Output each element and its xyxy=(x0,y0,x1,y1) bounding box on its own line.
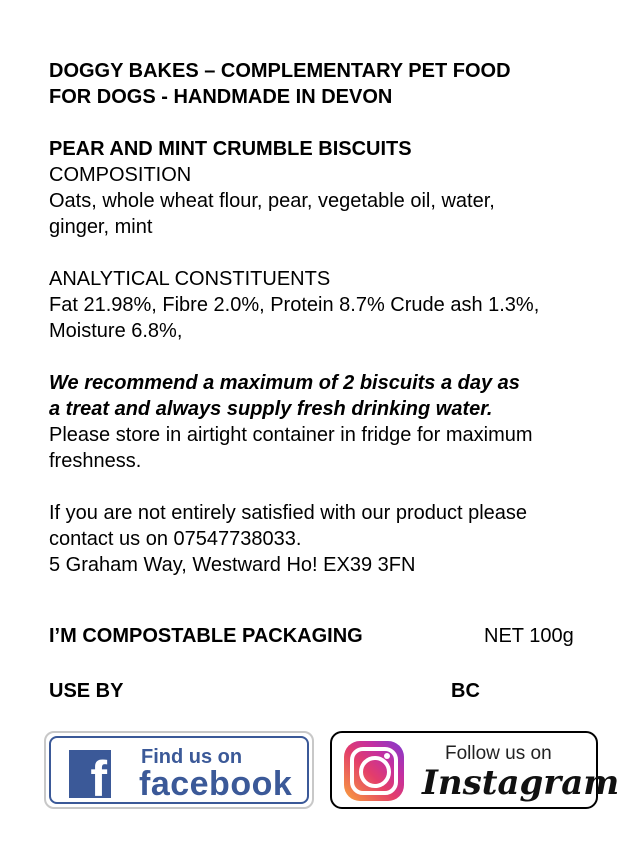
analytical-line-1: Fat 21.98%, Fibre 2.0%, Protein 8.7% Crude ash 1.3%, xyxy=(49,294,540,316)
storage-line-1: Please store in airtight container in fridge for maximum xyxy=(49,424,533,446)
contact-line-2: contact us on 07547738033. xyxy=(49,528,302,550)
recommendation-line-2: a treat and always supply fresh drinking water. xyxy=(49,398,493,420)
composition-line-1: Oats, whole wheat flour, pear, vegetable oil, water, xyxy=(49,190,495,212)
facebook-badge[interactable] xyxy=(44,731,314,809)
instagram-wordmark: Instagram xyxy=(422,763,620,803)
address-line: 5 Graham Way, Westward Ho! EX39 3FN xyxy=(49,554,416,576)
instagram-badge[interactable] xyxy=(330,731,620,809)
heading-line-2: FOR DOGS - HANDMADE IN DEVON xyxy=(49,86,393,108)
compostable-packaging-label: I’M COMPOSTABLE PACKAGING xyxy=(49,625,363,647)
recommendation-line-1: We recommend a maximum of 2 biscuits a day as xyxy=(49,372,520,394)
brand-heading xyxy=(49,58,609,110)
instagram-follow-text: Follow us on xyxy=(445,743,552,764)
bc-label: BC xyxy=(451,680,480,702)
use-by-label: USE BY xyxy=(49,680,124,702)
storage-line-2: freshness. xyxy=(49,450,142,472)
facebook-letter: f xyxy=(90,751,107,807)
analytical-title: ANALYTICAL CONSTITUENTS xyxy=(49,268,331,290)
label-text-block xyxy=(49,58,609,578)
product-name: PEAR AND MINT CRUMBLE BISCUITS xyxy=(49,138,412,160)
facebook-find-text: Find us on xyxy=(141,746,243,768)
facebook-wordmark: facebook xyxy=(139,765,293,803)
facebook-icon xyxy=(69,750,111,807)
contact-line-1: If you are not entirely satisfied with our product please xyxy=(49,502,528,524)
instagram-icon xyxy=(344,741,404,801)
composition-line-2: ginger, mint xyxy=(49,216,153,238)
composition-title: COMPOSITION xyxy=(49,164,192,186)
net-weight: NET 100g xyxy=(484,625,574,647)
heading-line-1: DOGGY BAKES – COMPLEMENTARY PET FOOD xyxy=(49,60,511,82)
analytical-line-2: Moisture 6.8%, xyxy=(49,320,183,342)
